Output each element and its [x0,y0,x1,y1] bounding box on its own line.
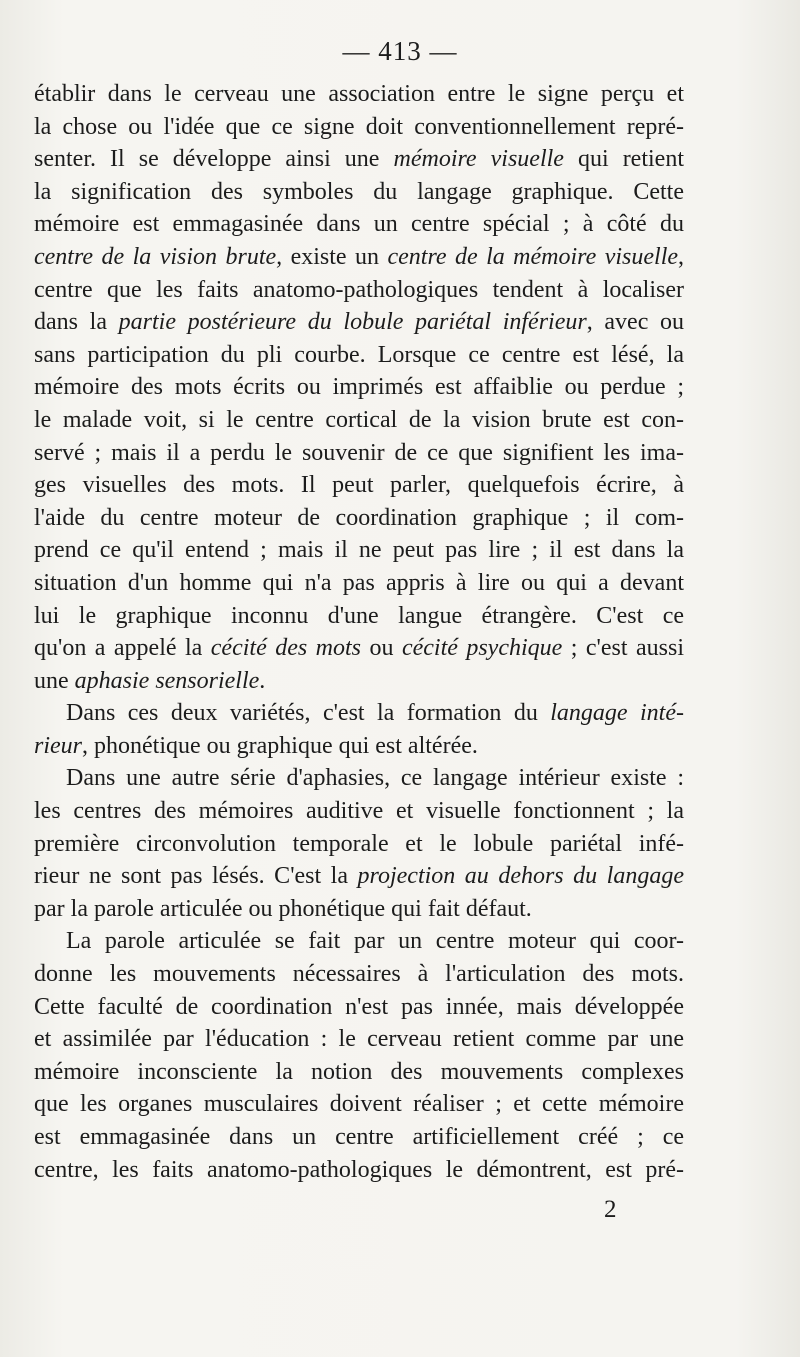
text-line [34,437,684,470]
body-text [34,78,684,1186]
italic-run: cécité des mots [210,635,361,662]
text-run: servé ; mais il a perdu le souvenir de ce que signifient les ima- [34,439,684,466]
italic-run: aphasie sensorielle [74,667,260,694]
text-run: qui retient [563,146,684,173]
text-run: mémoire est emmagasinée dans un centre spécial ; à côté du [34,211,684,238]
text-run: Cette faculté de coordination n'est pas innée, mais développée [34,993,684,1020]
text-run: centre que les faits anatomo-pathologiques tendent à localiser [34,276,684,303]
text-run: donne les mouvements nécessaires à l'articulation des mots. [34,961,684,988]
text-run: , avec ou [586,309,684,336]
text-line [34,600,684,633]
text-line [34,697,684,730]
text-run: senter. Il se développe ainsi une [34,146,394,173]
text-run: est emmagasinée dans un centre artificiellement créé ; ce [34,1124,684,1150]
italic-run: partie postérieure du lobule pariétal inférieur [118,309,587,336]
text-run: situation d'un homme qui n'a pas appris à lire ou qui a devant [34,569,684,596]
text-run: sans participation du pli courbe. Lorsque ce centre est lésé, la [34,341,684,368]
text-run: ; c'est aussi [562,635,684,662]
text-run: par la parole articulée ou phonétique qui fait défaut. [34,895,532,922]
text-run: le malade voit, si le centre cortical de la vision brute est con- [34,406,684,433]
text-run: lui le graphique inconnu d'une langue étrangère. C'est ce [34,602,684,629]
page-number: — 413 — [342,36,458,66]
text-line [34,1056,684,1089]
text-run: mémoire des mots écrits ou imprimés est affaiblie ou perdue ; [34,374,684,401]
text-line [34,78,684,111]
text-line [34,958,684,991]
text-run: la signification des symboles du langage graphique. Cette [34,178,684,205]
text-run: rieur ne sont pas lésés. C'est la [34,863,358,890]
italic-run: mémoire visuelle [393,146,564,173]
text-line [34,730,684,763]
text-run: , phonétique ou graphique qui est altérée. [82,732,478,759]
text-run: ou [361,635,402,662]
text-run: . [259,667,266,694]
text-line [34,632,684,665]
text-line [34,567,684,600]
text-line [34,502,684,535]
text-line [34,208,684,241]
text-run: prend ce qu'il entend ; mais il ne peut pas lire ; il est dans la [34,537,684,564]
text-line [34,371,684,404]
italic-run: cécité psychique [401,635,563,662]
text-run: et assimilée par l'éducation : le cerveau retient comme par une [34,1026,684,1053]
text-line [34,534,684,567]
text-line [34,893,684,926]
text-run: qu'on a appelé la [34,635,211,662]
text-line [34,339,684,372]
text-run: que les organes musculaires doivent réaliser ; et cette mémoire [34,1091,684,1118]
text-line [34,176,684,209]
text-run: , [678,243,684,270]
text-run: existe un [282,243,388,270]
italic-run: rieur [34,732,82,759]
italic-run: projection au dehors du langage [357,863,684,890]
italic-run: centre de la mémoire visuelle [387,243,679,270]
text-line [34,469,684,502]
italic-run: centre de la vision brute, [34,243,283,270]
signature-mark: 2 [604,1196,617,1223]
text-run: la chose ou l'idée que ce signe doit conventionnellement repré- [34,113,684,140]
italic-run: langage inté- [550,700,684,727]
text-line [34,991,684,1024]
text-run: ges visuelles des mots. Il peut parler, quelquefois écrire, à [34,472,684,499]
text-line [34,274,684,307]
text-run: les centres des mémoires auditive et visuelle fonctionnent ; la [34,798,684,825]
text-run: établir dans le cerveau une association entre le signe perçu et [34,81,684,107]
text-line [34,795,684,828]
text-line [34,1023,684,1056]
text-line [34,241,684,274]
text-run: mémoire inconsciente la notion des mouvements complexes [34,1058,684,1085]
text-line [34,111,684,144]
text-line [34,404,684,437]
text-line [34,762,684,795]
text-line [34,860,684,893]
text-run: l'aide du centre moteur de coordination graphique ; il com- [34,504,684,531]
text-run: Dans une autre série d'aphasies, ce langage intérieur existe : [66,765,684,792]
text-run: Dans ces deux variétés, c'est la formation du [66,700,551,727]
text-run: centre, les faits anatomo-pathologiques le démontrent, est pré- [34,1156,684,1183]
text-line [34,665,684,698]
text-line [34,1121,684,1154]
text-line [34,1154,684,1187]
text-line [34,1088,684,1121]
text-line [34,828,684,861]
text-run: une [34,667,75,694]
text-run: première circonvolution temporale et le lobule pariétal infé- [34,830,684,857]
text-run: La parole articulée se fait par un centre moteur qui coor- [66,928,684,955]
text-line [34,143,684,176]
text-line [34,925,684,958]
text-line [34,306,684,339]
text-run: dans la [34,309,119,336]
